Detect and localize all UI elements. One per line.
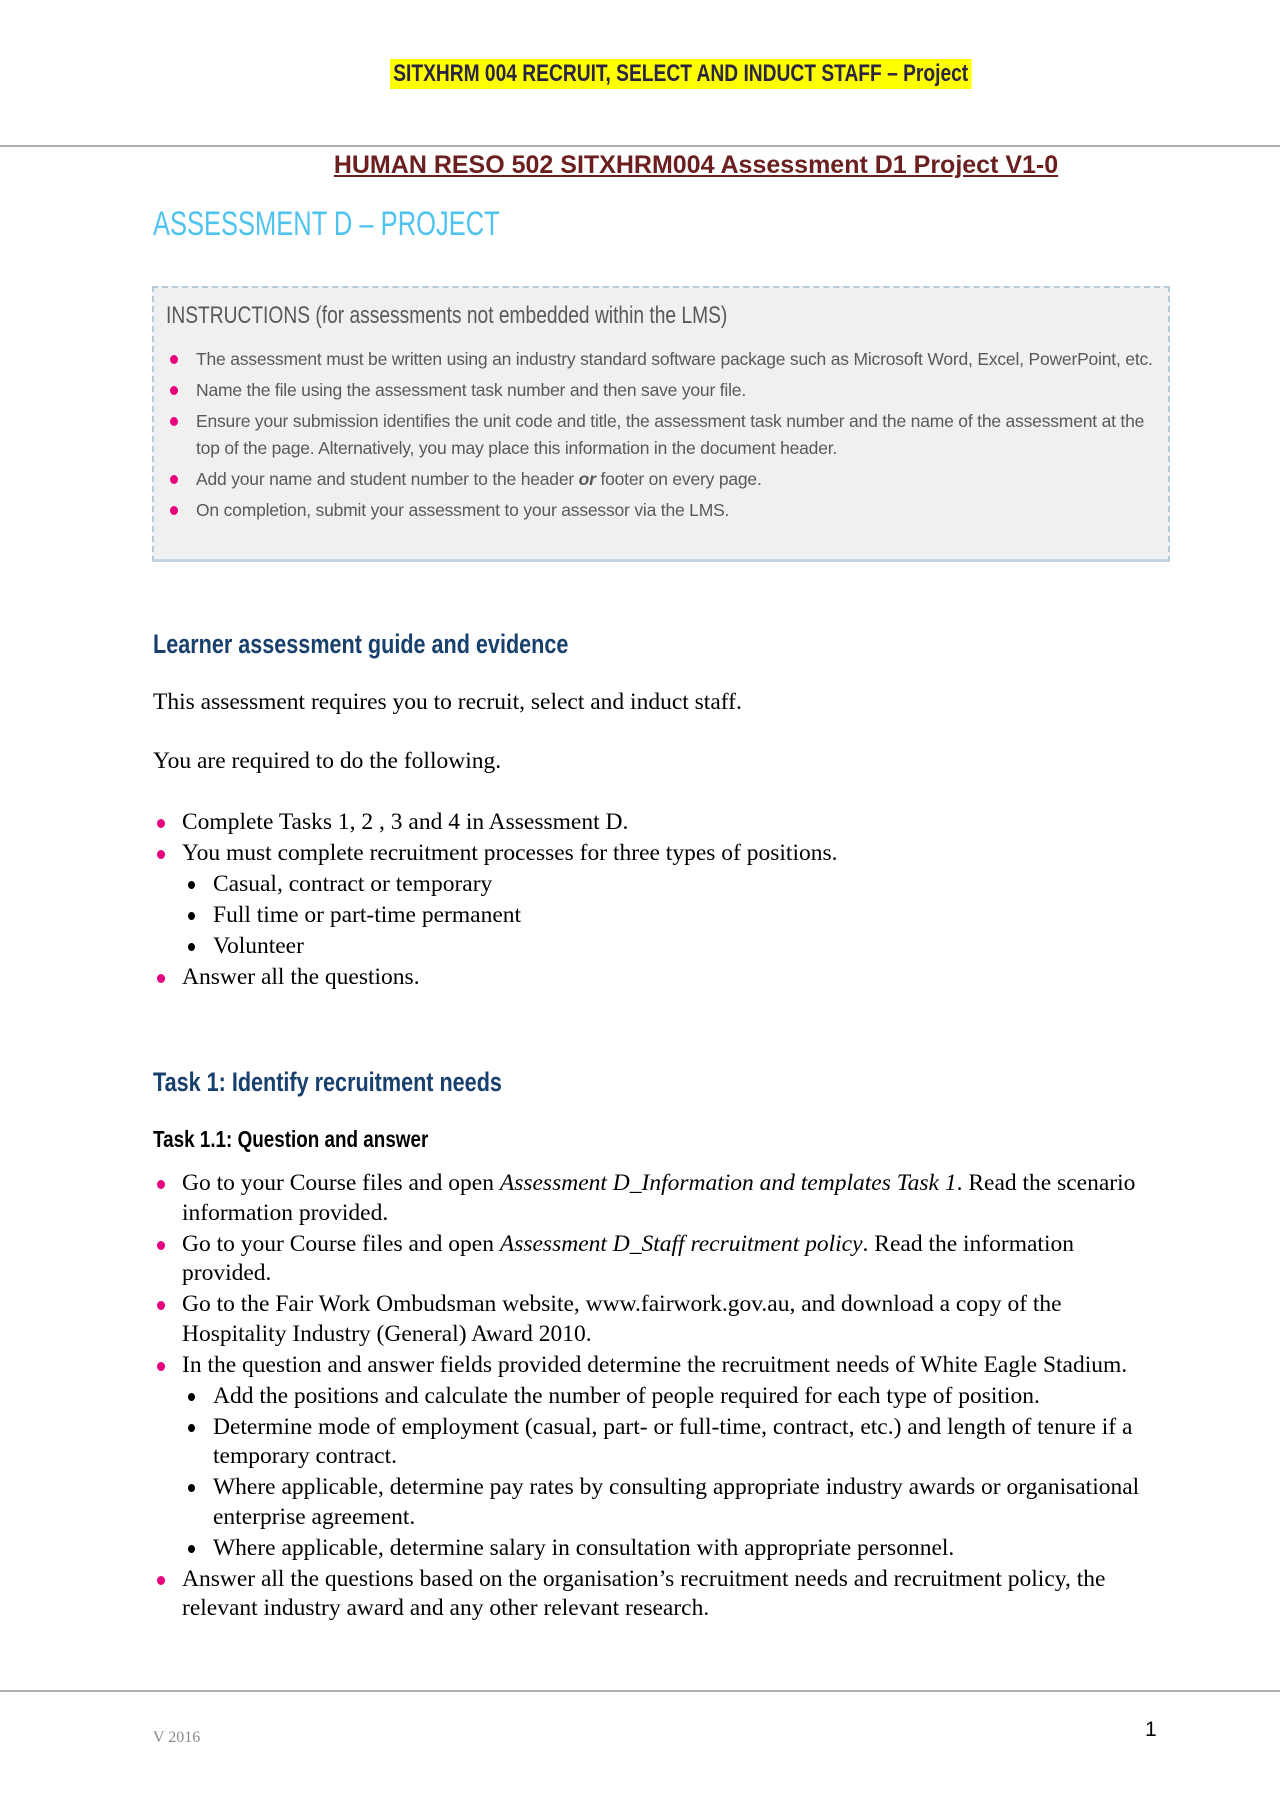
list-item: Name the file using the assessment task number and then save your file.	[196, 377, 1156, 404]
bullet-icon	[157, 1301, 165, 1310]
assessment-heading: ASSESSMENT D – PROJECT	[153, 205, 500, 243]
instructions-heading: INSTRUCTIONS (for assessments not embedded within the LMS)	[166, 302, 728, 329]
list-item: Where applicable, determine pay rates by consulting appropriate industry awards or organisational enterprise agreement.	[213, 1473, 1167, 1532]
list-item: Go to the Fair Work Ombudsman website, www.fairwork.gov.au, and download a copy of the Hospitality Industry (General) Award 2010.	[182, 1290, 1167, 1349]
bullet-icon	[188, 943, 195, 951]
page-header	[390, 59, 1117, 89]
bullet-icon	[188, 881, 195, 889]
unit-title-highlight: SITXHRM 004 RECRUIT, SELECT AND INDUCT STAFF – Project	[390, 59, 971, 89]
bullet-icon	[157, 1180, 165, 1189]
bullet-icon	[157, 1362, 165, 1371]
document-title: HUMAN RESO 502 SITXHRM004 Assessment D1 Project V1-0	[333, 151, 1059, 179]
task1-1-heading: Task 1.1: Question and answer	[153, 1126, 429, 1152]
bullet-icon	[188, 1545, 195, 1553]
list-item: Answer all the questions based on the organisation’s recruitment needs and recruitment policy, the relevant industry award and any other relevant research.	[182, 1565, 1167, 1624]
bullet-icon	[188, 912, 195, 920]
list-item: In the question and answer fields provided determine the recruitment needs of White Eagle Stadium. Add the positions and calculate the number of people required for each type of position. Determine mode of employment (casual, part- or full-time, contract, etc.) and length of tenure if a temporary contract. Where applicable, determine pay rates by consulting appropriate industry awards or organisational enterprise agreement. Where applicable, determine salary in consultation with appropriate personnel.	[182, 1351, 1167, 1564]
list-item: You must complete recruitment processes for three types of positions. Casual, contract or temporary Full time or part-time permanent Volunteer	[182, 839, 1167, 962]
page-number: 1	[1145, 1718, 1157, 1741]
list-item: Go to your Course files and open Assessment D_Information and templates Task 1. Read the scenario information provided.	[182, 1169, 1167, 1228]
task1-heading: Task 1: Identify recruitment needs	[153, 1067, 502, 1097]
position-types-list	[182, 870, 1167, 962]
list-item: Where applicable, determine salary in consultation with appropriate personnel.	[213, 1534, 1167, 1564]
header-divider	[0, 145, 1280, 147]
task1-sub-list	[182, 1382, 1167, 1564]
list-item: Add the positions and calculate the number of people required for each type of position.	[213, 1382, 1167, 1412]
bullet-icon	[170, 506, 178, 515]
footer-divider	[0, 1690, 1280, 1692]
bullet-icon	[188, 1484, 195, 1492]
footer-version: V 2016	[153, 1729, 201, 1746]
bullet-icon	[157, 819, 165, 828]
bullet-icon	[157, 974, 165, 983]
task1-list	[182, 1169, 1167, 1625]
bullet-icon	[188, 1424, 195, 1432]
list-item: Complete Tasks 1, 2 , 3 and 4 in Assessment D.	[182, 808, 1167, 838]
list-item: Casual, contract or temporary	[213, 870, 1167, 900]
list-item: The assessment must be written using an industry standard software package such as Microsoft Word, Excel, PowerPoint, etc.	[196, 346, 1156, 373]
guide-intro: This assessment requires you to recruit, select and induct staff.	[153, 689, 742, 715]
bullet-icon	[157, 1241, 165, 1250]
bullet-icon	[157, 1576, 165, 1585]
bullet-icon	[157, 850, 165, 859]
instructions-box	[152, 286, 1170, 562]
list-item: Answer all the questions.	[182, 963, 1167, 993]
list-item: Add your name and student number to the header or footer on every page.	[196, 466, 1156, 493]
list-item: Full time or part-time permanent	[213, 901, 1167, 931]
list-item: Determine mode of employment (casual, part- or full-time, contract, etc.) and length of tenure if a temporary contract.	[213, 1413, 1167, 1472]
list-item: Go to your Course files and open Assessment D_Staff recruitment policy. Read the information provided.	[182, 1230, 1167, 1289]
bullet-icon	[170, 386, 178, 395]
guide-list	[182, 808, 1167, 994]
list-item: On completion, submit your assessment to your assessor via the LMS.	[196, 497, 1156, 524]
bullet-icon	[170, 355, 178, 364]
list-item: Ensure your submission identifies the unit code and title, the assessment task number and the name of the assessment at the top of the page. Alternatively, you may place this information in the document header.	[196, 408, 1156, 461]
bullet-icon	[170, 475, 178, 484]
guide-required: You are required to do the following.	[153, 748, 502, 774]
instructions-list	[196, 346, 1156, 528]
bullet-icon	[188, 1393, 195, 1401]
bullet-icon	[170, 417, 178, 426]
guide-heading: Learner assessment guide and evidence	[153, 629, 569, 659]
assessment-heading-wrap	[153, 205, 615, 244]
list-item: Volunteer	[213, 932, 1167, 962]
